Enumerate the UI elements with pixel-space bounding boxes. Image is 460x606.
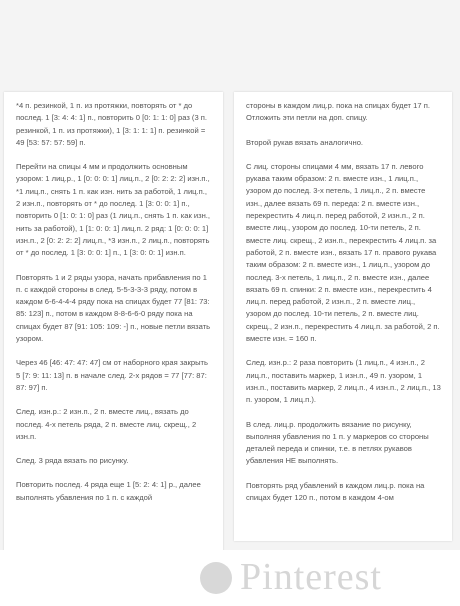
pinterest-watermark: Pinterest [240, 556, 382, 598]
pattern-paragraph: В след. лиц.р. продолжить вязание по рисунку, выполняя убавления по 1 п. у маркеров со стороны деталей переда и спинки, т.е. в петлях рукавов убавления НЕ выполнять. [246, 419, 429, 466]
pinterest-logo-icon [200, 562, 232, 594]
pattern-paragraph: стороны в каждом лиц.р. пока на спицах будет 17 п. Отложить эти петли на доп. спицу. [246, 101, 430, 123]
pattern-paragraph: Второй рукав вязать аналогично. [246, 137, 364, 147]
pattern-paragraph: *4 п. резинкой, 1 п. из протяжки, повторять от * до послед. 1 [3: 4: 4: 1] п., повторить 0 [0: 1: 1: 0] раз (3 п. резинкой, 1 п. из протяжки), 1 [3: 1: 1: 1] п. резинкой = 49 [53: 57: 57: 59] п. [16, 101, 208, 147]
pattern-paragraph: С лиц. стороны спицами 4 мм, вязать 17 п. левого рукава таким образом: 2 п. вместе изн., 1 лиц.п., узором до послед. 3-х петель, 1 лиц.п., 2 п. вместе изн., далее вязать 69 п. переда: 2 п. вместе изн., перекрестить 4 лиц.п. перед работой, 2 изн.п., 2 п. вместе лиц., узором до послед. 10-ти петель, 2 п. вместе лиц. скрещ., 2 изн.п., перекрестить 4 лиц.п. за работой, 2 п. вместе изн., вязать 17 п. правого рукава таким образом: 2 п. вместе изн., 1 лиц.п., узором до послед. 3-х петель, 1 лиц.п., 2 п. вместе изн., далее вязать 69 п. спинки: 2 п. вместе изн., перекрестить 4 лиц.п. перед работой, 2 изн.п., 2 п. вместе лиц., узором до послед. 10-ти петель, 2 п. вместе лиц. скрещ., 2 изн.п., перекрестить 4 лиц.п. за работой, 2 п. вместе изн. = 160 п. [246, 161, 440, 344]
pattern-paragraph: Перейти на спицы 4 мм и продолжить основным узором: 1 лиц.р., 1 [0: 0: 0: 1] лиц.п., 2 [0: 2: 2: 2] изн.п., *1 лиц.п., снять 1 п. как изн. нить за работой, 1 лиц.п., 2 изн.п., повторять от * до послед. 1 [3: 0: 0: 1] п., повторить 0 [1: 0: 1: 0] раз (1 лиц.п., снять 1 п. как изн., нить за работой), 1 [1: 0: 0: 1] лиц.п. 2 ряд: 1 [0: 0: 0: 1] изн.п., 2 [0: 2: 2: 2] лиц.п., *3 изн.п., 2 лиц.п., повторять от * до послед. 1 [3: 0: 0: 1] п., 1 [3: 0: 0: 1] изн.п. [16, 162, 211, 258]
pattern-text-card-right[interactable] [234, 92, 452, 541]
pattern-paragraph: След. 3 ряда вязать по рисунку. [16, 456, 129, 466]
pattern-paragraph: Повторить послед. 4 ряда еще 1 [5: 2: 4: 1] р., далее выполнять убавления по 1 п. с каждой [16, 480, 201, 502]
pattern-paragraph: Повторять ряд убавлений в каждом лиц.р. пока на спицах будет 120 п., потом в каждом 4-ом [246, 480, 425, 503]
pattern-text-card-left[interactable] [4, 92, 223, 584]
pattern-paragraph: Повторять 1 и 2 ряды узора, начать прибавления по 1 п. с каждой стороны в след. 5-5-3-3-3 ряду, потом в каждом 6-6-4-4-4 ряду пока на спицах будет 77 [81: 73: 85: 123] п., потом в каждом 8-8-6-6-0 ряду пока на спицах будет 87 [91: 105: 109: -] п., новые петли вязать узором. [16, 272, 211, 344]
pattern-paragraph: След. изн.р.: 2 раза повторить (1 лиц.п., 4 изн.п., 2 лиц.п., поставить маркер, 1 изн.п., 49 п. узором, 1 изн.п., поставить маркер, 2 лиц.п., 4 изн.п., 2 лиц.п., 13 п. узором, 1 лиц.п.). [246, 358, 441, 405]
pattern-paragraph: Через 46 [46: 47: 47: 47] см от наборного края закрыть 5 [7: 9: 11: 13] п. в начале след. 2-х рядов = 77 [77: 87: 87: 97] п. [16, 358, 208, 392]
pattern-paragraph: След. изн.р.: 2 изн.п., 2 п. вместе лиц., вязать до послед. 4-х петель ряда, 2 п. вместе лиц. скрещ., 2 изн.п. [16, 407, 197, 441]
